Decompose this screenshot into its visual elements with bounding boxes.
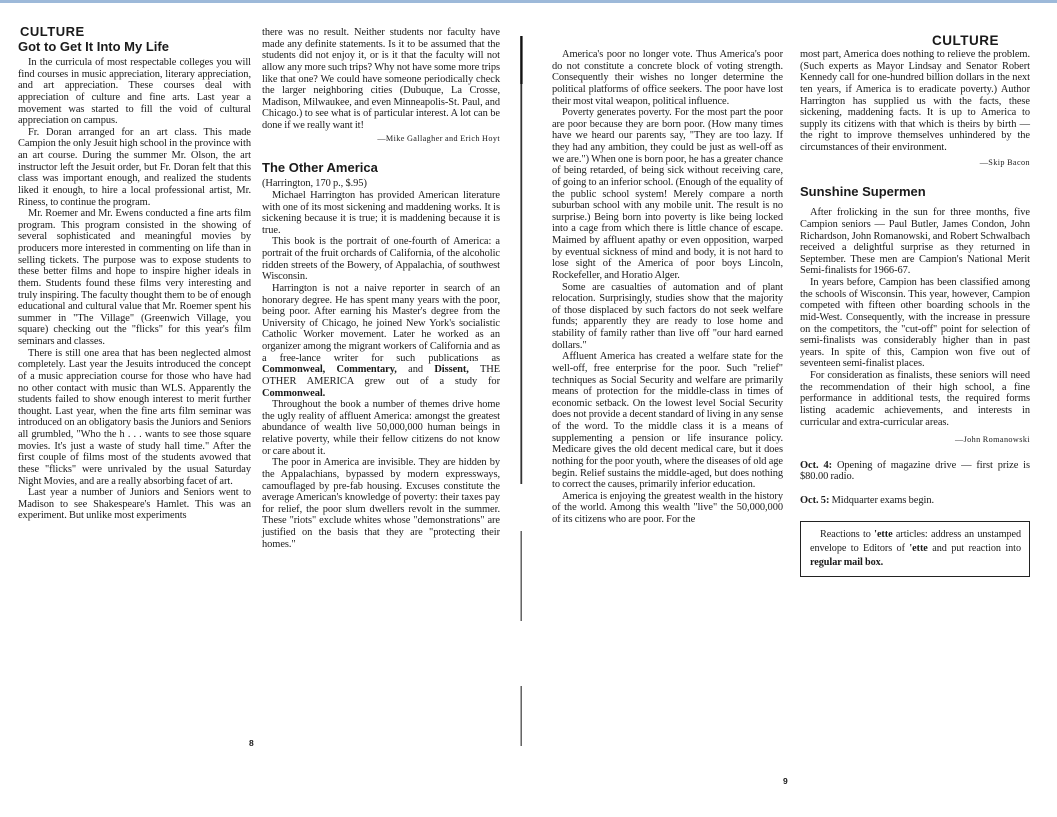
paragraph: In the curricula of most respectable colleges you will find courses in music appreciation, literary appreciation, and art appreciation. These courses deal with appreciation of culture and fine arts. Last year a movement was started to fill the void of cultural appreciation on campus. bbox=[18, 57, 251, 127]
gutter-binding-marks bbox=[519, 36, 524, 786]
paragraph: there was no result. Neither students nor faculty have made any definite statements. Is it to be assumed that the students did not enjoy it, or is it that the faculty will not allow any more such trips? Why not have some more trips like that one? We could have someone periodically check the larger neighboring cities (Dubuque, La Crosse, Madison, Milwaukee, and even Minneapolis-St. Paul, and Chicago.) to see what is of particular interest. A lot can be done if we really want it! bbox=[262, 27, 500, 131]
column-3 bbox=[552, 49, 783, 769]
running-head-right: CULTURE bbox=[932, 33, 999, 48]
paragraph: America is enjoying the greatest wealth in the history of the world. Among this wealth "live" the 50,000,000 of its citizens who are poor. For the bbox=[552, 490, 783, 525]
byline: —John Romanowski bbox=[954, 435, 1030, 445]
article-title-got-to-get-it: Got to Get It Into My Life bbox=[18, 39, 169, 54]
paragraph: Some are casualties of automation and of plant relocation. Surprisingly, studies show that the majority of those displaced by such factors do not seek welfare funds; apparently they are ready to lose home and stability of family rather than live off "our hard earned dollars." bbox=[552, 281, 783, 351]
paragraph: Throughout the book a number of themes drive home the ugly reality of affluent America: amongst the greatest abundance of wealth live 50,000,000 human beings in relative poverty, while their fellow citizens do not know or care about it. bbox=[262, 399, 500, 457]
viewer-top-border bbox=[0, 0, 1057, 3]
paragraph: After frolicking in the sun for three months, five Campion seniors — Paul Butler, James Condon, John Richardson, John Romanowski, and Robert Schwalbach received a delightful surprise as they returned in September. These men are Campion's National Merit Semi-finalists for 1966-67. bbox=[800, 207, 1030, 277]
paragraph: For consideration as finalists, these seniors will need the recommendation of their high school, a fine performance in additional tests, the required forms listing academic achievements, and interests in curricular and extra-curricular areas. bbox=[800, 370, 1030, 428]
feedback-text: Reactions to 'ette articles: address an unstamped envelope to Editors of 'ette and put reaction into regular mail box. bbox=[810, 528, 1022, 568]
paragraph: Harrington is not a naive reporter in search of an honorary degree. He has spent many years with the poor, being poor. After earning his Master's degree from the University of Chicago, he joined New York's socialistic Catholic Worker movement. Later he worked as an organizer among the migrant workers of California and as a free-lance writer for such publications as Commonweal, Commentary, and Dissent, THE OTHER AMERICA grew out of a study for Commonweal. bbox=[262, 282, 501, 399]
paragraph: In years before, Campion has been classified among the schools of Wisconsin. This year, however, Campion competed with fifteen other boarding schools in the mid-West. Consequently, with the increase in pressure on the competitors, the "cut-off" point for selection of semi-finalists was considerably higher than in past years. In spite of this, Campion won five out of seventeen semi-finalist places. bbox=[800, 277, 1030, 370]
column-4 bbox=[800, 27, 1030, 747]
event-oct-4: Oct. 4: Opening of magazine drive — first prize is $80.00 radio. bbox=[800, 459, 1031, 483]
byline: —Mike Gallagher and Erich Hoyt bbox=[377, 133, 500, 143]
paragraph: Affluent America has created a welfare state for the well-off, free enterprise for the poor. Such "relief" techniques as Social Security and welfare are primarily means of protection for the middle-class in times of economic setback. On the lowest level Social Security does not provide a decent standard of living in any sense of the word. To the middle class it is a means of supplementing a pension or life insurance policy. Medicare gives the old decent medical care, but it does nothing for the poor youth, where the diseases of old age begin. Relief sustains the middle-aged, but does nothing to correct the causes, primarily inferior education. bbox=[552, 351, 783, 491]
paragraph: Poverty generates poverty. For the most part the poor are poor because they are born poor. (How many times have we heard our parents say, "They are too lazy. If they had any ambition, they could be just as well-off as we are.") When one is born poor, he has a greater chance of being retarded, of being sick without receiving care, of going to an inferior school. (Enough of the equality of the public school system! Merely compare a north suburban school with any mobile unit. The result is no surprise.) Being born into poverty is like being locked into a cage from which there is little chance of escape. Maimed by affluent apathy or even opposition, warped by eventual sickness of mind and body, it is not hard to lose sight of the America of poor boys Lincoln, Rockefeller, and Horatio Alger. bbox=[552, 107, 783, 281]
paragraph: The poor in America are invisible. They are hidden by the Appalachians, bypassed by modern expressways, camouflaged by pre-fab housing. Excuses constitute the average American's knowledge of poverty: their taxes pay for relief, the poor slum dwellers revolt in the summer. These "riots" exclude whites whose "demonstrations" are justified on the basis that they are "protecting their homes." bbox=[262, 457, 500, 550]
paragraph: most part, America does nothing to relieve the problem. (Such experts as Mayor Lindsay and Senator Robert Kennedy call for one-hundred billion dollars in the next ten years, if America is to eradicate poverty.) Author Harrington has supplied us with the facts, these sickening, maddening facts. It is up to America to supply its citizens with that which is theirs by birth — the right to improve themselves unhindered by the circumstances of their environment. bbox=[800, 49, 1030, 153]
paragraph: Fr. Doran arranged for an art class. This made Campion the only Jesuit high school in the province with an art course. During the summer Mr. Olson, the art instructor left the Jesuit order, but Fr. Doran felt that this class was important enough, and realized the students liked it enough, to hire a local professional artist, Mr. Riness, to continue the program. bbox=[18, 126, 251, 208]
paragraph: America's poor no longer vote. Thus America's poor do not constitute a concrete block of voting strength. Consequently their wishes no longer determine the political platforms of office seekers. The poor have lost their most vital weapon, political influence. bbox=[552, 49, 783, 107]
paragraph: Last year a number of Juniors and Seniors went to Madison to see Shakespeare's Hamlet. This was an experiment. But unlike most experiments bbox=[18, 487, 251, 522]
paragraph: Mr. Roemer and Mr. Ewens conducted a fine arts film program. This program consisted in the showing of several sophisticated and meaningful movies by producers more interested in commenting on life than in selling tickets. The purpose was to expose students to these better films and hope to inspire higher ideals in them. Students found these films very interesting and truly inspiring. The faculty thought them to be of enough educational and cultural value that Mr. Roemer spent his summer in "The Village" (Greenwich Village, you square) checking out the "flicks" for this year's film seminars and classes. bbox=[18, 208, 251, 347]
article-title-other-america: The Other America bbox=[262, 160, 378, 176]
paragraph: Michael Harrington has provided American literature with one of its most sickening and maddening works. It is sickening because it is true; it is maddening because it is true. bbox=[262, 189, 500, 236]
byline: —Skip Bacon bbox=[979, 157, 1030, 167]
publication-info: (Harrington, 170 p., $.95) bbox=[262, 178, 367, 190]
column-1 bbox=[18, 24, 251, 747]
paragraph: This book is the portrait of one-fourth of America: a portrait of the fruit orchards of California, of the alcoholic ridden streets of the Bowery, of Appalachia, of southwest Wisconsin. bbox=[262, 236, 500, 283]
page-number-right: 9 bbox=[783, 776, 788, 786]
page-number-left: 8 bbox=[249, 738, 254, 748]
article-title-sunshine-supermen: Sunshine Supermen bbox=[800, 184, 926, 200]
event-oct-5: Oct. 5: Midquarter exams begin. bbox=[800, 495, 935, 506]
paragraph: There is still one area that has been neglected almost completely. Last year the Jesuits introduced the concept of a music appreciation course for those who have had no other contact with music than WLS. Apparently the students failed to show enough interest to merit further thought. Last year, when the fine arts film seminar was introduced on an obligatory basis the Juniors and Seniors all grumbled, "Who the h . . . wants to see those square movies. It's just a waste of study hall time." After the first couple of films most of the students avowed that these "flicks" were unrivaled by the usual Saturday Night Movies, and are a really absorbing facet of art. bbox=[18, 347, 251, 487]
running-head-left: CULTURE bbox=[20, 24, 85, 39]
column-2 bbox=[262, 27, 500, 747]
feedback-box bbox=[800, 521, 1030, 577]
